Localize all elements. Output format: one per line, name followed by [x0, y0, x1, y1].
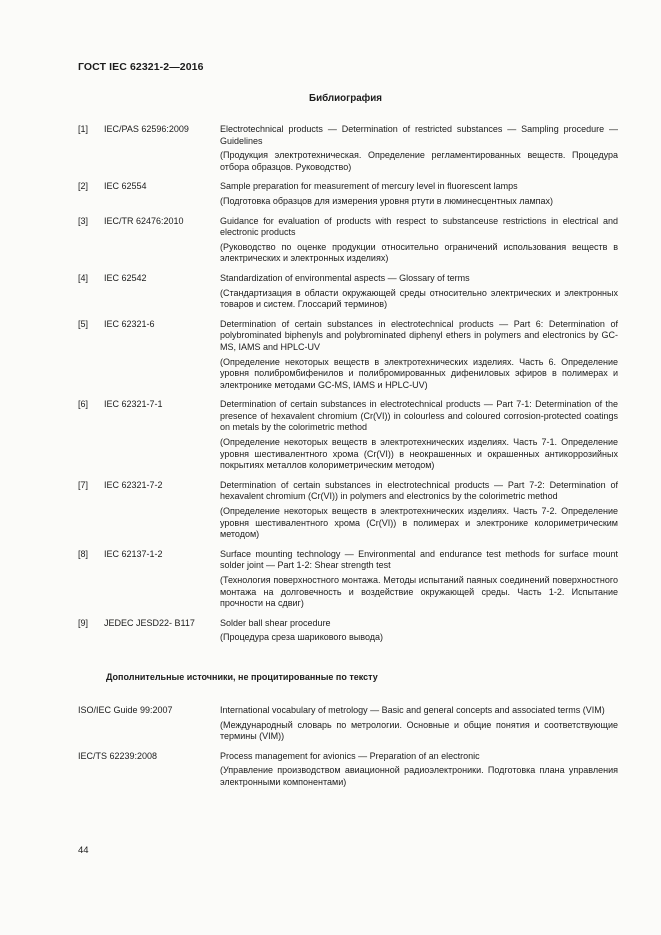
additional-sources-title: Дополнительные источники, не процитированные по тексту [106, 672, 378, 682]
bibliography-entry [78, 618, 618, 644]
entry-title-en: Determination of certain substances in electrotechnical products — Part 6: Determination of polybrominated biphenyls and polybrominated diphenyl ethers in polymers and electronics by GC-MS, IAMS and HPLC-UV [220, 318, 618, 352]
additional-entry [78, 705, 618, 743]
entry-number: [7] [78, 479, 89, 490]
additional-entry [78, 751, 618, 789]
entry-body [220, 273, 618, 311]
entry-body [220, 618, 618, 644]
entry-body [220, 480, 618, 541]
entry-code: IEC 62554 [104, 181, 147, 192]
entry-body [220, 751, 618, 789]
bibliography-entry [78, 273, 618, 311]
entry-title-ru: (Технология поверхностного монтажа. Методы испытаний паяных соединений поверхностного монтажа на долговечность и воздействие окружающей среды. Часть 1-2. Испытание прочности на сдвиг) [220, 575, 618, 609]
entry-number: [3] [78, 215, 89, 226]
entry-body [220, 705, 618, 743]
page-number: 44 [78, 845, 89, 856]
entry-code: IEC/TR 62476:2010 [104, 215, 184, 226]
entry-title-en: Surface mounting technology — Environmental and endurance test methods for surface mount solder joint — Part 1-2: Shear strength test [220, 548, 618, 571]
entry-title-ru: (Руководство по оценке продукции относительно ограничений использования веществ в электрических и электронных изделиях) [220, 241, 618, 264]
entry-code: IEC 62137-1-2 [104, 548, 163, 559]
entry-code: JEDEC JESD22- B117 [104, 617, 195, 628]
bibliography-entry [78, 319, 618, 392]
entry-title-en: Sample preparation for measurement of mercury level in fluorescent lamps [220, 181, 518, 192]
entry-number: [9] [78, 617, 89, 628]
entry-body [220, 181, 618, 207]
bibliography-entry [78, 216, 618, 265]
entry-number: [5] [78, 318, 89, 329]
entry-number: [8] [78, 548, 89, 559]
entry-body [220, 319, 618, 392]
entry-title-ru: (Определение некоторых веществ в электротехнических изделиях. Часть 6. Определение уровня полибромбифенилов и полибромированных дифениловых эфиров в полимерах и электронике методами GC-MS, IAMS и HPLC-UV) [220, 356, 618, 390]
entry-title-en: Standardization of environmental aspects — Glossary of terms [220, 272, 470, 283]
bibliography-entry [78, 549, 618, 610]
entry-title-en: Solder ball shear procedure [220, 617, 331, 628]
document-header: ГОСТ IEC 62321-2—2016 [78, 61, 204, 73]
bibliography-list [78, 124, 618, 652]
entry-title-en: International vocabulary of metrology — Basic and general concepts and associated terms (VIM) [220, 705, 605, 715]
entry-body [220, 399, 618, 472]
bibliography-title: Библиография [309, 93, 382, 104]
entry-title-en: Electrotechnical products — Determination of restricted substances — Sampling procedure — Guidelines [220, 124, 618, 146]
entry-title-en: Determination of certain substances in electrotechnical products — Part 7-1: Determination of the presence of hexavalent chromium (Cr(VI)) in colourless and coloured corrosion-protected coatings on metals by the colorimetric method [220, 399, 618, 433]
bibliography-entry [78, 399, 618, 472]
entry-number: [6] [78, 399, 89, 410]
entry-code: IEC 62321-7-1 [104, 399, 163, 410]
entry-number: [1] [78, 124, 89, 134]
entry-body [220, 216, 618, 265]
entry-title-ru: (Международный словарь по метрологии. Основные и общие понятия и соответствующие термины (VIM)) [220, 719, 618, 742]
bibliography-entry [78, 124, 618, 173]
entry-title-ru: (Процедура среза шарикового вывода) [220, 632, 384, 643]
entry-title-ru: (Подготовка образцов для измерения уровня ртути в люминесцентных лампах) [220, 195, 554, 206]
entry-title-ru: (Управление производством авиационной радиоэлектроники. Подготовка плана управления электронными компонентами) [220, 765, 618, 787]
entry-code: IEC 62542 [104, 272, 147, 283]
bibliography-entry [78, 181, 618, 207]
entry-title-en: Process management for avionics — Preparation of an electronic [220, 750, 480, 761]
entry-code: ISO/IEC Guide 99:2007 [78, 705, 173, 715]
entry-body [220, 549, 618, 610]
entry-number: [2] [78, 181, 89, 192]
entry-title-ru: (Продукция электротехническая. Определение регламентированных веществ. Процедура отбора образцов. Руководство) [220, 150, 618, 172]
entry-body [220, 124, 618, 173]
bibliography-entry [78, 480, 618, 541]
entry-code: IEC/TS 62239:2008 [78, 750, 158, 761]
entry-code: IEC/PAS 62596:2009 [104, 124, 189, 134]
entry-title-en: Guidance for evaluation of products with respect to substanceuse restrictions in electrical and electronic products [220, 215, 618, 238]
entry-title-en: Determination of certain substances in electrotechnical products — Part 7-2: Determination of hexavalent chromium (Cr(VI)) in polymers and electronics by the colorimetric method [220, 479, 618, 502]
entry-code: IEC 62321-6 [104, 318, 155, 329]
entry-title-ru: (Стандартизация в области окружающей среды относительно электрических и электронных товаров и систем. Глоссарий терминов) [220, 287, 618, 310]
entry-code: IEC 62321-7-2 [104, 479, 163, 490]
entry-title-ru: (Определение некоторых веществ в электротехнических изделиях. Часть 7-1. Определение уровня шестивалентного хрома (Cr(VI)) в неокрашенных и окрашенных антикоррозийных покрытиях металлов колориметрическим методом) [220, 437, 618, 471]
additional-sources-list [78, 705, 618, 797]
entry-number: [4] [78, 272, 89, 283]
entry-title-ru: (Определение некоторых веществ в электротехнических изделиях. Часть 7-2. Определение уровня шестивалентного хрома (Cr(VI)) в полимерах и электронике колориметрическим методом) [220, 506, 618, 540]
